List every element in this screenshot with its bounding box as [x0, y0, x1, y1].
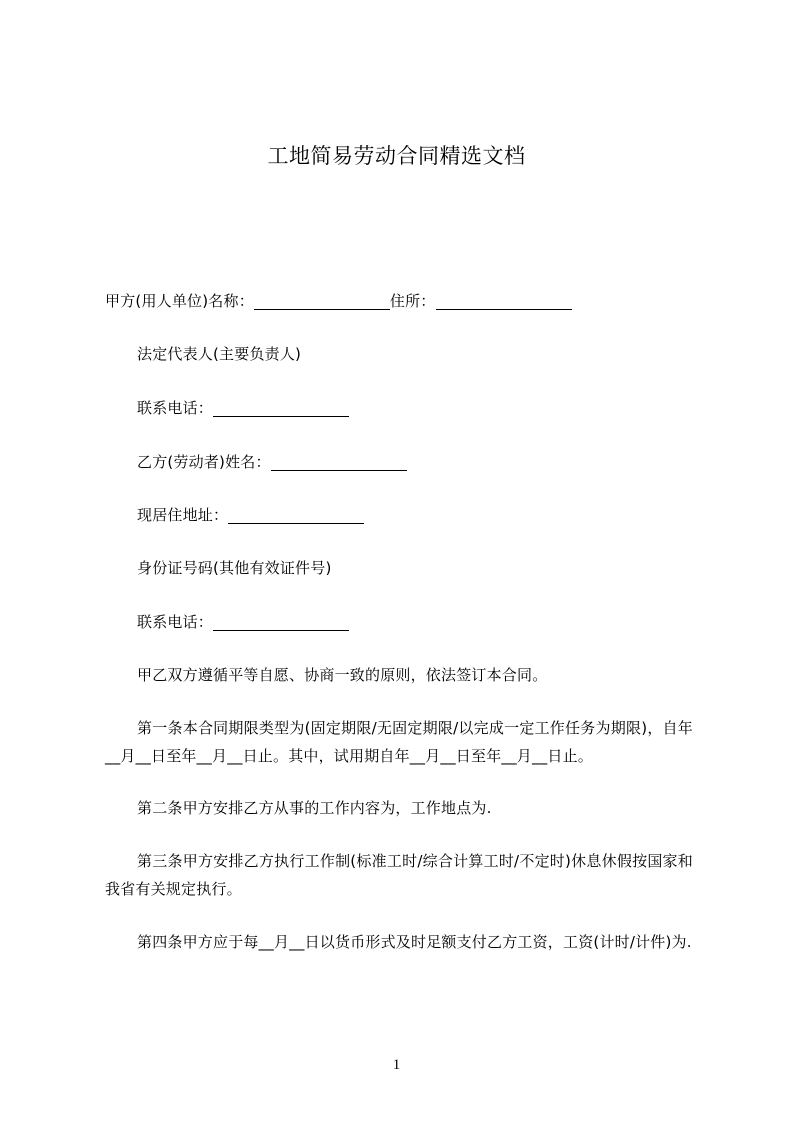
party-a-rep-line — [105, 340, 705, 368]
party-b-id-label: 身份证号码(其他有效证件号) — [137, 559, 332, 577]
party-b-phone-label: 联系电话： — [137, 613, 214, 631]
article-3-paragraph: 第三条甲方安排乙方执行工作制(标准工时/综合计算工时/不定时)休息休假按国家和我省有关规定执行。 — [105, 852, 693, 898]
article-2-paragraph: 第二条甲方安排乙方从事的工作内容为，工作地点为. — [137, 799, 492, 817]
article-4-paragraph: 第四条甲方应于每__月__日以货币形式及时足额支付乙方工资，工资(计时/计件)为. — [137, 933, 692, 951]
party-a-phone-line — [105, 394, 705, 422]
party-b-name-line — [105, 448, 705, 476]
document-title: 工地简易劳动合同精选文档 — [267, 144, 526, 168]
party-a-address-label: 住所： — [389, 292, 436, 310]
party-b-phone-blank — [213, 613, 349, 631]
article-1-paragraph: 第一条本合同期限类型为(固定期限/无固定期限/以完成一定工作任务为期限)，自年__月__日至年__月__日止。其中，试用期自年__月__日至年__月__日止。 — [105, 719, 693, 765]
party-b-id-line — [105, 554, 705, 582]
party-a-phone-label: 联系电话： — [137, 399, 214, 417]
principle-paragraph: 甲乙双方遵循平等自愿、协商一致的原则，依法签订本合同。 — [137, 666, 548, 684]
party-a-name-blank — [254, 292, 390, 310]
party-b-address-blank — [228, 506, 364, 524]
party-b-name-label: 乙方(劳动者)姓名： — [137, 453, 271, 471]
party-a-rep-label: 法定代表人(主要负责人) — [137, 345, 302, 363]
party-a-name-label: 甲方(用人单位)名称： — [105, 292, 254, 310]
party-a-phone-blank — [213, 399, 349, 417]
party-a-line — [105, 287, 705, 315]
party-a-address-blank — [436, 292, 572, 310]
party-b-phone-line — [105, 608, 705, 636]
party-b-address-label: 现居住地址： — [137, 506, 229, 524]
party-b-address-line — [105, 501, 705, 529]
party-b-name-blank — [271, 453, 407, 471]
page-number: 1 — [392, 1057, 401, 1073]
